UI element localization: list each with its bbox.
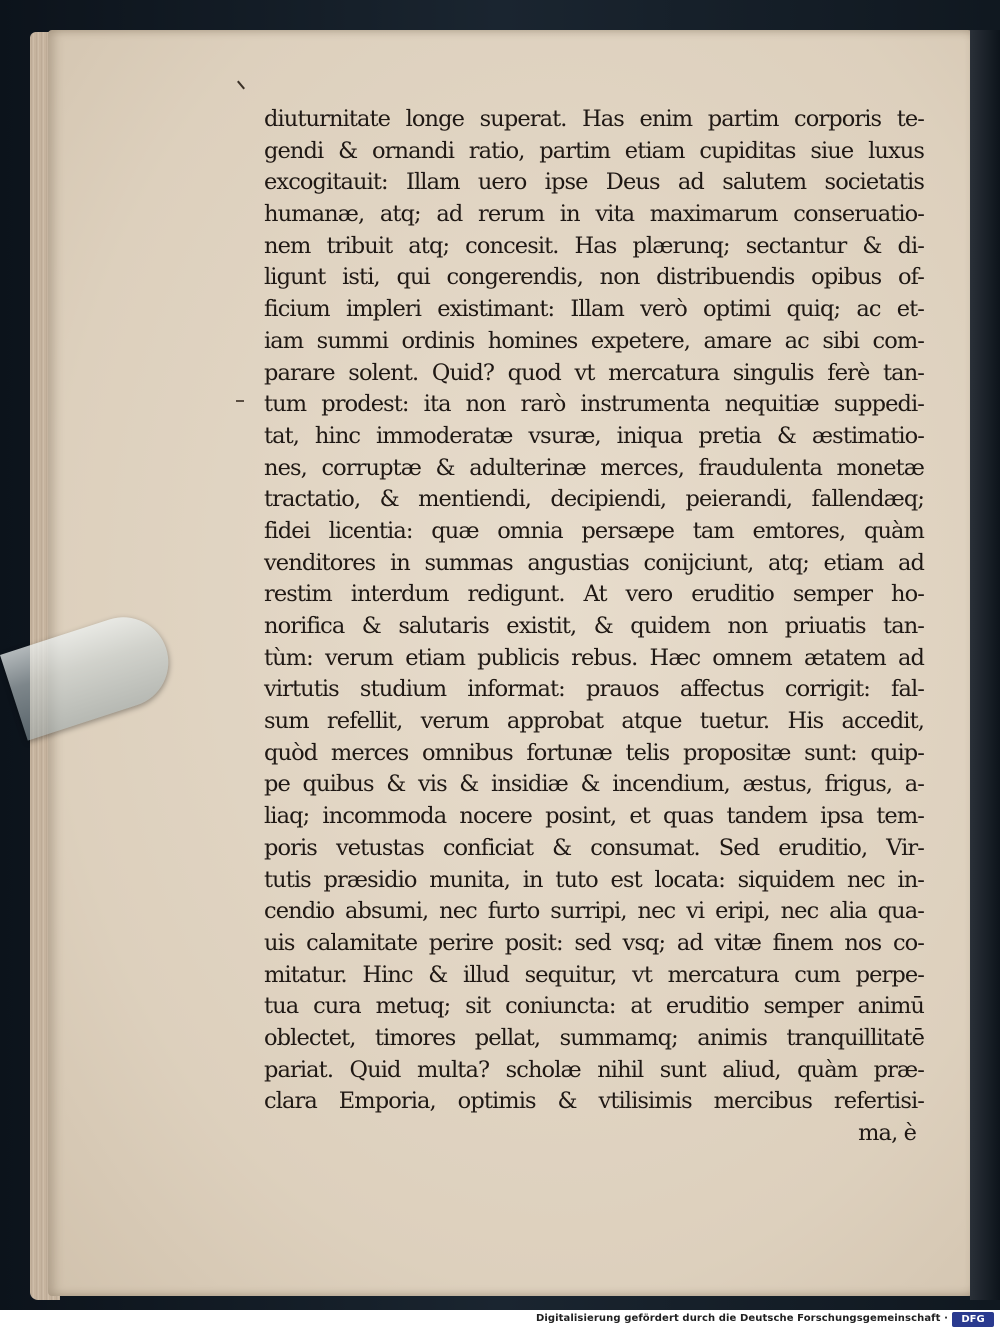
text-line: oblectet, timores pellat, summamq; animis tranquillitatē	[264, 1024, 924, 1051]
text-line: tua cura metuq; sit coniuncta: at eruditio semper animū	[264, 993, 924, 1020]
text-line: restim interdum redigunt. At vero eruditio semper ho-	[264, 581, 924, 608]
text-line: uis calamitate perire posit: sed vsq; ad vitæ finem nos co-	[264, 929, 924, 956]
text-line: sum refellit, verum approbat atque tuetur. His accedit,	[264, 708, 924, 735]
text-line: pariat. Quid multa? scholæ nihil sunt aliud, quàm præ-	[264, 1056, 924, 1083]
text-line: gendi & ornandi ratio, partim etiam cupiditas siue luxus	[264, 137, 924, 164]
latin-text-block	[264, 104, 924, 1150]
text-line: liaq; incommoda nocere posint, et quas tandem ipsa tem-	[264, 803, 924, 830]
binding-shadow	[970, 30, 1000, 1300]
text-line: poris vetustas conficiat & consumat. Sed eruditio, Vir-	[264, 834, 924, 861]
text-line: pe quibus & vis & insidiæ & incendium, æstus, frigus, a-	[264, 771, 924, 798]
text-line: ligunt isti, qui congerendis, non distribuendis opibus of-	[264, 264, 924, 291]
text-line: virtutis studium informat: prauos affectus corrigit: fal-	[264, 676, 924, 703]
text-line: tutis præsidio munita, in tuto est locata: siquidem nec in-	[264, 866, 924, 893]
text-line: ficium impleri existimant: Illam verò optimi quiq; ac et-	[264, 296, 924, 323]
margin-ink-mark	[236, 400, 244, 402]
text-line: tractatio, & mentiendi, decipiendi, peierandi, fallendæq;	[264, 486, 924, 513]
dfg-credit-text: Digitalisierung gefördert durch die Deutsche Forschungsgemeinschaft ·	[535, 1313, 948, 1324]
catchword: ma, è	[858, 1120, 916, 1146]
text-line: fidei licentia: quæ omnia persæpe tam emtores, quàm	[264, 517, 924, 544]
text-line: clara Emporia, optimis & vtilisimis mercibus refertisi-	[264, 1088, 924, 1115]
text-line: venditores in summas angustias conijciunt, atq; etiam ad	[264, 549, 924, 576]
text-line: cendio absumi, nec furto surripi, nec vi eripi, nec alia qua-	[264, 898, 924, 925]
text-line: tùm: verum etiam publicis rebus. Hæc omnem ætatem ad	[264, 644, 924, 671]
text-line: tum prodest: ita non rarò instrumenta nequitiæ suppedi-	[264, 391, 924, 418]
text-line: nem tribuit atq; concesit. Has plærunq; sectantur & di-	[264, 232, 924, 259]
dfg-logo-icon: DFG	[952, 1312, 994, 1327]
text-line: parare solent. Quid? quod vt mercatura singulis ferè tan-	[264, 359, 924, 386]
text-line: quòd merces omnibus fortunæ telis propositæ sunt: quip-	[264, 739, 924, 766]
text-line: norifica & salutaris existit, & quidem non priuatis tan-	[264, 613, 924, 639]
text-line: mitatur. Hinc & illud sequitur, vt mercatura cum perpe-	[264, 961, 924, 988]
text-line: tat, hinc immoderatæ vsuræ, iniqua pretia & æstimatio-	[264, 422, 924, 449]
text-line: humanæ, atq; ad rerum in vita maximarum conseruatio-	[264, 201, 924, 228]
text-line: excogitauit: Illam uero ipse Deus ad salutem societatis	[264, 169, 924, 196]
text-line: iam summi ordinis homines expetere, amare ac sibi com-	[264, 327, 924, 354]
text-line: diuturnitate longe superat. Has enim partim corporis te-	[264, 106, 924, 132]
text-line: nes, corruptæ & adulterinæ merces, fraudulenta monetæ	[264, 454, 924, 481]
